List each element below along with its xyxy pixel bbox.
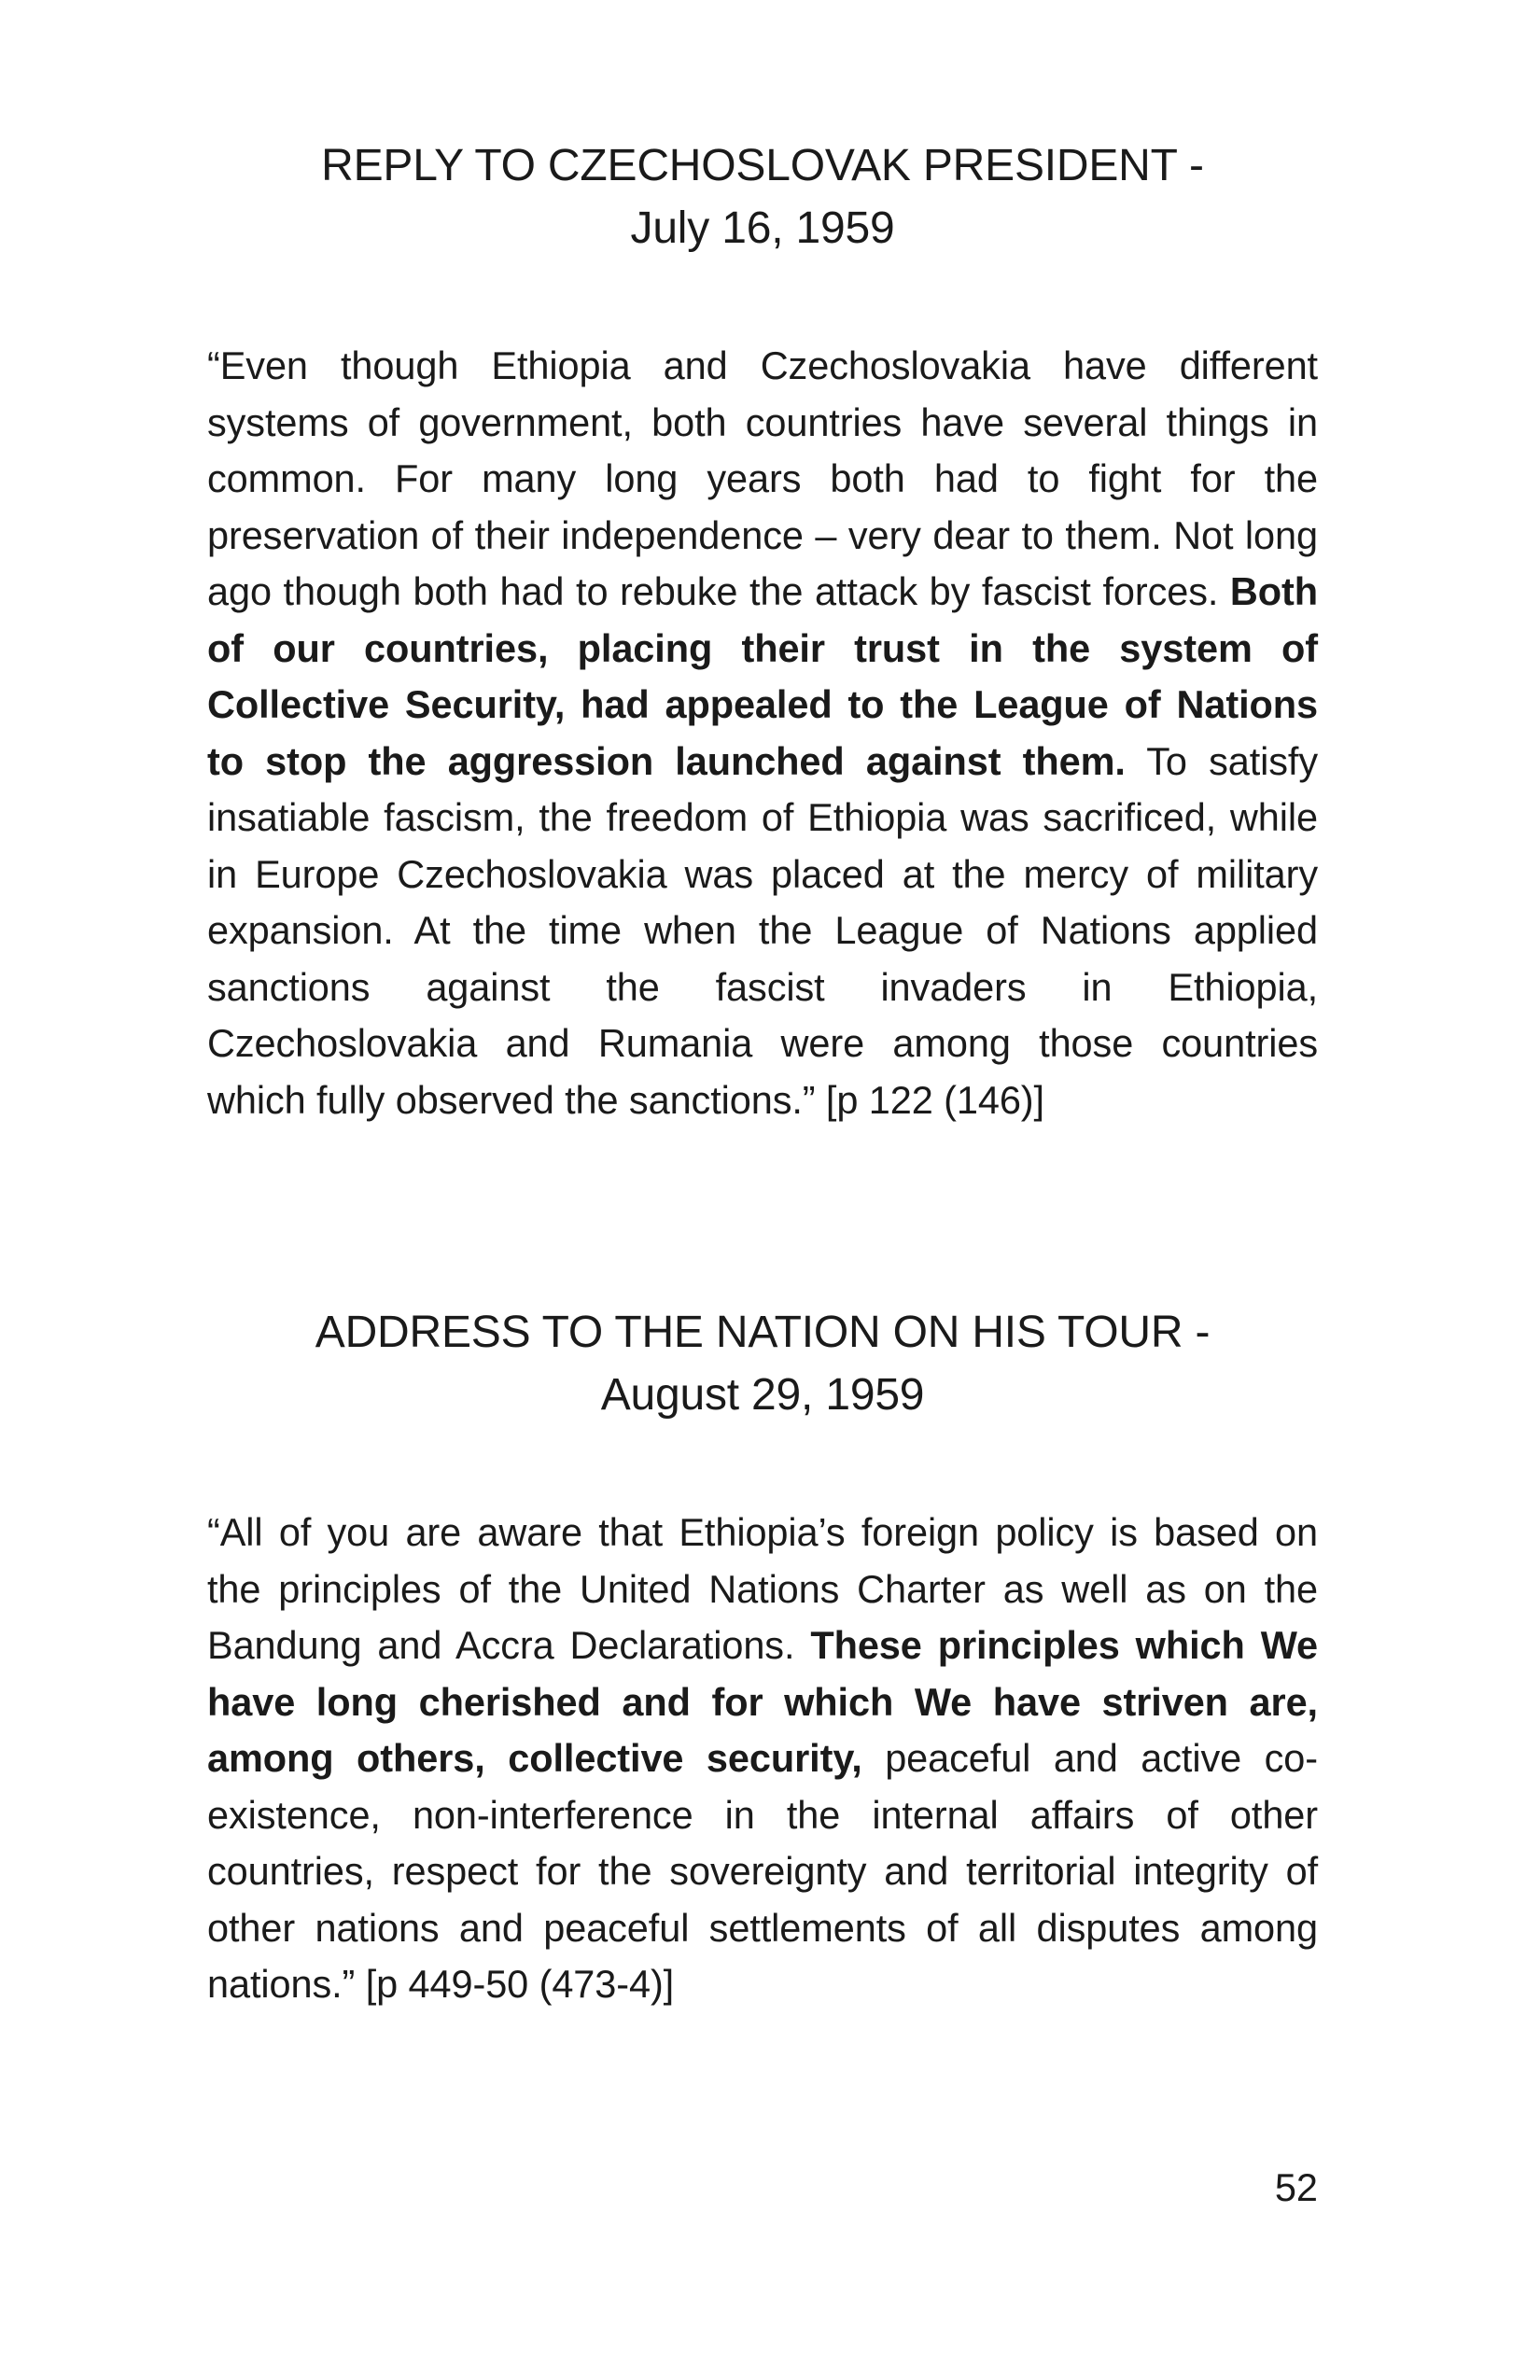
quote-text-emphasis: Both of our countries, placing their trust in the system of Collective Security, had appealed to the League of Nations to stop the aggression launched against them. bbox=[207, 569, 1318, 783]
heading-title: REPLY TO CZECHOSLOVAK PRESIDENT - bbox=[321, 141, 1204, 190]
quote-text-tail: To satisfy insatiable fascism, the freedom of Ethiopia was sacrificed, while in Europe Czechoslovakia was placed at the mercy of military expansion. At the time when the League of Nations applied sanctions against the fascist invaders in Ethiopia, Czechoslovakia and Rumania were among those countries which fully observed the sanctions.” [p 122 (146)] bbox=[207, 738, 1318, 1122]
speech-section-address-to-nation bbox=[207, 1301, 1318, 2013]
page-number: 52 bbox=[1274, 2165, 1318, 2209]
heading-date: August 29, 1959 bbox=[600, 1370, 925, 1420]
speech-section-czechoslovak-reply bbox=[207, 134, 1318, 1128]
quote-paragraph bbox=[207, 338, 1318, 1128]
heading-date: July 16, 1959 bbox=[630, 203, 895, 253]
quote-paragraph bbox=[207, 1505, 1318, 2013]
section-heading bbox=[207, 134, 1318, 259]
heading-title: ADDRESS TO THE NATION ON HIS TOUR - bbox=[315, 1308, 1211, 1357]
quote-text-lead: “All of you are aware that Ethiopia’s foreign policy is based on the principles of the United Nations Charter as well as on the Bandung and Accra Declarations. bbox=[207, 1510, 1318, 1667]
quote-text-tail: peaceful and active co-existence, non-interference in the internal affairs of other countries, respect for the sovereignty and territorial integrity of other nations and peaceful settlements of all disputes among nations.” [p 449-50 (473-4)] bbox=[207, 1736, 1318, 2006]
quote-text-emphasis: These principles which We have long cherished and for which We have striven are, among others, collective security, bbox=[207, 1623, 1318, 1780]
section-heading bbox=[207, 1301, 1318, 1426]
quote-text-lead: “Even though Ethiopia and Czechoslovakia have different systems of government, both countries have several things in common. For many long years both had to fight for the preservation of their independence – very dear to them. Not long ago though both had to rebuke the attack by fascist forces. bbox=[207, 343, 1318, 613]
